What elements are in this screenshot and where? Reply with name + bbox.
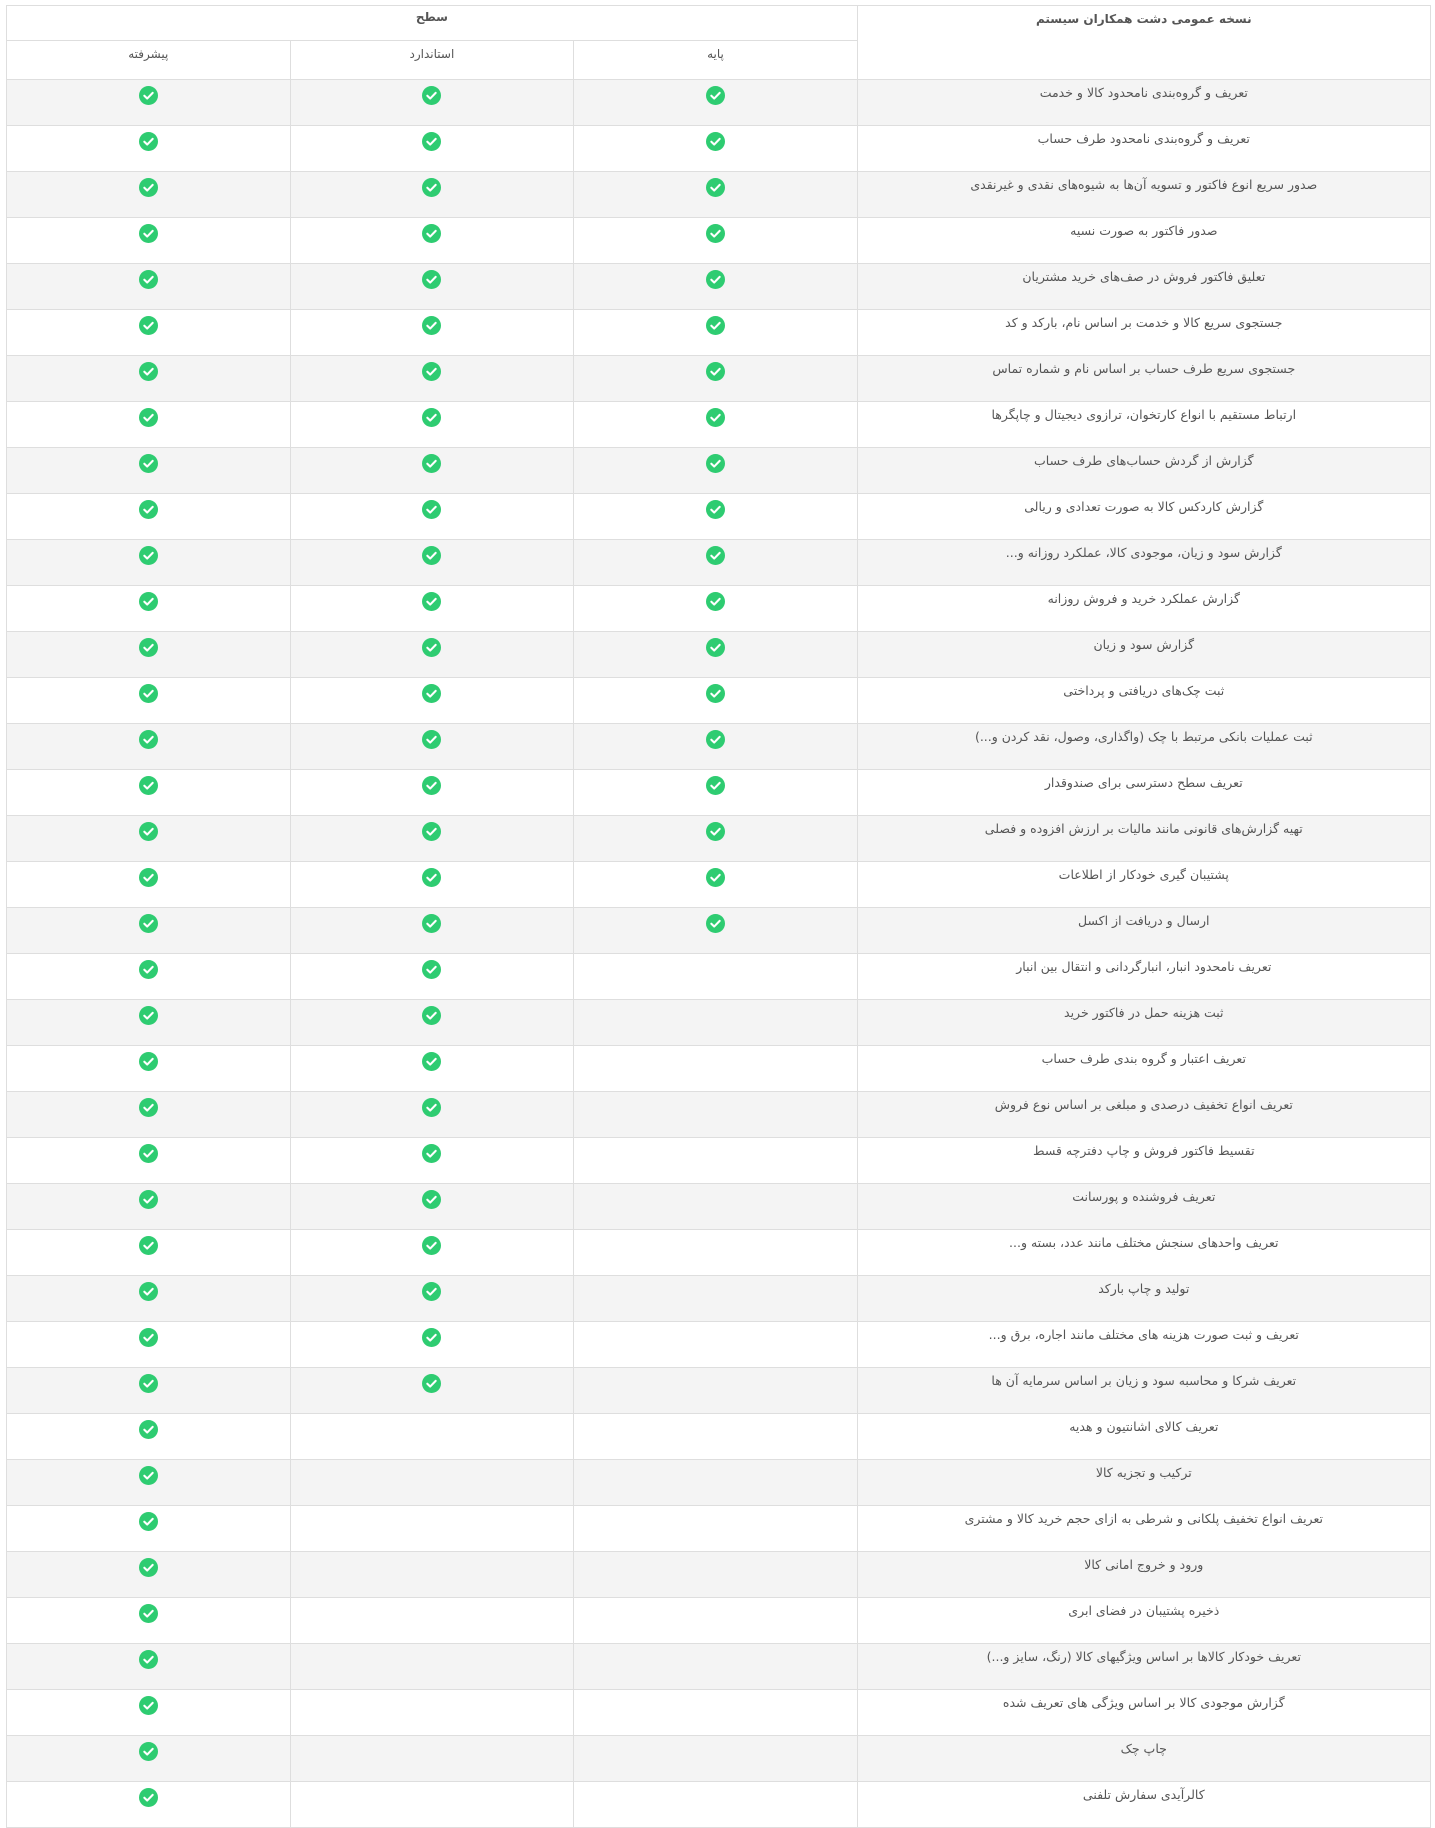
level-advanced-cell	[7, 402, 291, 448]
table-row	[7, 1460, 1431, 1506]
level-basic-cell	[574, 816, 858, 862]
check-circle-icon	[706, 730, 725, 749]
level-advanced-cell	[7, 908, 291, 954]
level-standard-cell	[290, 1322, 574, 1368]
feature-name-cell: تعریف و گروه‌بندی نامحدود کالا و خدمت	[857, 80, 1430, 126]
level-standard-cell	[290, 1414, 574, 1460]
check-circle-icon	[422, 776, 441, 795]
level-advanced-cell	[7, 1690, 291, 1736]
check-circle-icon	[706, 684, 725, 703]
check-circle-icon	[422, 1052, 441, 1071]
level-standard-cell	[290, 1506, 574, 1552]
check-circle-icon	[422, 730, 441, 749]
check-circle-icon	[139, 960, 158, 979]
check-circle-icon	[706, 546, 725, 565]
check-circle-icon	[139, 1236, 158, 1255]
feature-name-cell: تعریف انواع تخفیف درصدی و مبلغی بر اساس نوع فروش	[857, 1092, 1430, 1138]
check-circle-icon	[139, 454, 158, 473]
level-standard-cell	[290, 1782, 574, 1828]
check-circle-icon	[139, 1604, 158, 1623]
feature-name-cell: گزارش سود و زیان، موجودی کالا، عملکرد روزانه و...	[857, 540, 1430, 586]
feature-name-cell: تهیه گزارش‌های قانونی مانند مالیات بر ارزش افزوده و فصلی	[857, 816, 1430, 862]
level-advanced-cell	[7, 632, 291, 678]
level-basic-cell	[574, 1184, 858, 1230]
feature-name-cell: تعریف واحدهای سنجش مختلف مانند عدد، بسته و...	[857, 1230, 1430, 1276]
level-basic-cell	[574, 862, 858, 908]
feature-name-cell: تعریف خودکار کالاها بر اساس ویژگیهای کالا (رنگ، سایز و...)	[857, 1644, 1430, 1690]
table-row	[7, 1736, 1431, 1782]
feature-name-cell: گزارش موجودی کالا بر اساس ویژگی های تعریف شده	[857, 1690, 1430, 1736]
table-row	[7, 402, 1431, 448]
check-circle-icon	[706, 868, 725, 887]
level-standard-cell	[290, 448, 574, 494]
feature-name-cell: صدور سریع انوع فاکتور و تسویه آن‌ها به شیوه‌های نقدی و غیرنقدی	[857, 172, 1430, 218]
check-circle-icon	[422, 408, 441, 427]
feature-name-cell: ثبت هزینه حمل در فاکتور خرید	[857, 1000, 1430, 1046]
check-circle-icon	[706, 776, 725, 795]
level-advanced-cell	[7, 1782, 291, 1828]
level-standard-cell	[290, 1092, 574, 1138]
level-basic-cell	[574, 1598, 858, 1644]
check-circle-icon	[422, 270, 441, 289]
table-row	[7, 264, 1431, 310]
level-advanced-cell	[7, 1368, 291, 1414]
level-basic-cell	[574, 218, 858, 264]
feature-name-cell: گزارش عملکرد خرید و فروش روزانه	[857, 586, 1430, 632]
level-standard-cell	[290, 678, 574, 724]
level-advanced-cell	[7, 1460, 291, 1506]
check-circle-icon	[706, 822, 725, 841]
level-standard-cell	[290, 1046, 574, 1092]
check-circle-icon	[139, 730, 158, 749]
level-header: سطح	[7, 6, 858, 41]
feature-name-cell: کالرآیدی سفارش تلفنی	[857, 1782, 1430, 1828]
feature-name-cell: صدور فاکتور به صورت نسیه	[857, 218, 1430, 264]
check-circle-icon	[139, 1052, 158, 1071]
feature-name-cell: تعریف اعتبار و گروه بندی طرف حساب	[857, 1046, 1430, 1092]
table-row	[7, 816, 1431, 862]
level-basic-cell	[574, 494, 858, 540]
check-circle-icon	[139, 500, 158, 519]
check-circle-icon	[422, 316, 441, 335]
feature-name-cell: ترکیب و تجزیه کالا	[857, 1460, 1430, 1506]
check-circle-icon	[139, 1282, 158, 1301]
check-circle-icon	[422, 592, 441, 611]
check-circle-icon	[139, 224, 158, 243]
check-circle-icon	[422, 132, 441, 151]
level-advanced-cell	[7, 1598, 291, 1644]
level-standard-cell	[290, 80, 574, 126]
level-advanced-cell	[7, 1000, 291, 1046]
level-basic-cell	[574, 310, 858, 356]
table-row	[7, 1644, 1431, 1690]
level-standard-cell	[290, 1000, 574, 1046]
table-row	[7, 724, 1431, 770]
check-circle-icon	[139, 592, 158, 611]
level-standard-cell	[290, 218, 574, 264]
level-advanced-cell	[7, 1552, 291, 1598]
feature-name-cell: ذخیره پشتیبان در فضای ابری	[857, 1598, 1430, 1644]
feature-name-cell: تولید و چاپ بارکد	[857, 1276, 1430, 1322]
level-basic-cell	[574, 724, 858, 770]
level-basic-cell	[574, 908, 858, 954]
level-basic-cell	[574, 264, 858, 310]
level-standard-cell	[290, 816, 574, 862]
feature-comparison-table	[6, 5, 1431, 1828]
level-advanced-cell	[7, 126, 291, 172]
table-row	[7, 1230, 1431, 1276]
feature-name-cell: تعریف انواع تخفیف پلکانی و شرطی به ازای حجم خرید کالا و مشتری	[857, 1506, 1430, 1552]
check-circle-icon	[422, 822, 441, 841]
level-standard-cell	[290, 862, 574, 908]
check-circle-icon	[139, 1788, 158, 1807]
level-basic-cell	[574, 1368, 858, 1414]
check-circle-icon	[422, 684, 441, 703]
check-circle-icon	[139, 362, 158, 381]
header-row-top	[7, 6, 1431, 41]
check-circle-icon	[139, 178, 158, 197]
feature-name-cell: تعریف کالای اشانتیون و هدیه	[857, 1414, 1430, 1460]
level-standard-cell	[290, 172, 574, 218]
level-advanced-cell	[7, 218, 291, 264]
level-advanced-cell	[7, 264, 291, 310]
table-row	[7, 172, 1431, 218]
check-circle-icon	[422, 546, 441, 565]
check-circle-icon	[422, 86, 441, 105]
check-circle-icon	[706, 454, 725, 473]
check-circle-icon	[139, 1144, 158, 1163]
comparison-table-wrapper	[6, 5, 1430, 1828]
level-basic-cell	[574, 172, 858, 218]
table-row	[7, 770, 1431, 816]
table-row	[7, 1414, 1431, 1460]
level-standard-cell	[290, 632, 574, 678]
level-standard-cell	[290, 1598, 574, 1644]
check-circle-icon	[706, 224, 725, 243]
level-basic-cell	[574, 1230, 858, 1276]
table-row	[7, 1690, 1431, 1736]
level-advanced-cell	[7, 172, 291, 218]
level-standard-cell	[290, 724, 574, 770]
level-basic-cell	[574, 632, 858, 678]
table-row	[7, 1368, 1431, 1414]
level-standard-cell	[290, 1552, 574, 1598]
level-basic-cell	[574, 80, 858, 126]
level-advanced-cell	[7, 586, 291, 632]
check-circle-icon	[706, 592, 725, 611]
level-basic-cell	[574, 1460, 858, 1506]
level-standard-cell	[290, 1644, 574, 1690]
table-row	[7, 356, 1431, 402]
level-standard-cell	[290, 1138, 574, 1184]
check-circle-icon	[422, 362, 441, 381]
level-basic-cell	[574, 1414, 858, 1460]
check-circle-icon	[139, 132, 158, 151]
level-advanced-cell	[7, 80, 291, 126]
table-row	[7, 1276, 1431, 1322]
table-row	[7, 678, 1431, 724]
feature-name-cell: ثبت عملیات بانکی مرتبط با چک (واگذاری، وصول، نقد کردن و...)	[857, 724, 1430, 770]
check-circle-icon	[422, 1006, 441, 1025]
level-standard-cell	[290, 1368, 574, 1414]
level-basic-cell	[574, 1736, 858, 1782]
table-row	[7, 1092, 1431, 1138]
check-circle-icon	[422, 454, 441, 473]
check-circle-icon	[422, 1190, 441, 1209]
check-circle-icon	[422, 1282, 441, 1301]
level-basic-cell	[574, 954, 858, 1000]
check-circle-icon	[139, 1696, 158, 1715]
table-header	[7, 6, 1431, 80]
table-row	[7, 1138, 1431, 1184]
check-circle-icon	[706, 132, 725, 151]
table-row	[7, 1046, 1431, 1092]
level-advanced-cell	[7, 310, 291, 356]
table-row	[7, 1322, 1431, 1368]
level-standard-cell	[290, 1276, 574, 1322]
feature-name-cell: تعریف سطح دسترسی برای صندوقدار	[857, 770, 1430, 816]
level-standard-cell	[290, 586, 574, 632]
level-basic-cell	[574, 402, 858, 448]
check-circle-icon	[706, 638, 725, 657]
level-advanced-cell	[7, 1736, 291, 1782]
feature-name-cell: تعریف و ثبت صورت هزینه های مختلف مانند اجاره، برق و...	[857, 1322, 1430, 1368]
table-row	[7, 80, 1431, 126]
level-standard-cell	[290, 126, 574, 172]
level-advanced-cell	[7, 540, 291, 586]
table-title: نسخه عمومی دشت همکاران سیستم	[857, 6, 1430, 80]
check-circle-icon	[422, 1328, 441, 1347]
feature-name-cell: جستجوی سریع طرف حساب بر اساس نام و شماره تماس	[857, 356, 1430, 402]
level-standard-cell	[290, 402, 574, 448]
feature-name-cell: ثبت چک‌های دریافتی و پرداختی	[857, 678, 1430, 724]
level-standard-cell	[290, 1736, 574, 1782]
feature-name-cell: چاپ چک	[857, 1736, 1430, 1782]
check-circle-icon	[139, 408, 158, 427]
check-circle-icon	[422, 1144, 441, 1163]
feature-name-cell: تقسیط فاکتور فروش و چاپ دفترچه قسط	[857, 1138, 1430, 1184]
level-standard-cell	[290, 264, 574, 310]
level-advanced-cell	[7, 1322, 291, 1368]
check-circle-icon	[139, 1098, 158, 1117]
level-basic-cell	[574, 1046, 858, 1092]
check-circle-icon	[139, 1006, 158, 1025]
level-basic-cell	[574, 540, 858, 586]
level-advanced-cell	[7, 1184, 291, 1230]
level-advanced-cell	[7, 1230, 291, 1276]
table-row	[7, 494, 1431, 540]
level-basic-cell	[574, 1690, 858, 1736]
feature-name-cell: ارسال و دریافت از اکسل	[857, 908, 1430, 954]
check-circle-icon	[139, 86, 158, 105]
feature-name-cell: تعریف و گروه‌بندی نامحدود طرف حساب	[857, 126, 1430, 172]
check-circle-icon	[139, 1466, 158, 1485]
level-basic-cell	[574, 1092, 858, 1138]
level-advanced-cell	[7, 1046, 291, 1092]
table-row	[7, 1782, 1431, 1828]
check-circle-icon	[139, 1374, 158, 1393]
level-advanced-cell	[7, 954, 291, 1000]
level-standard-cell	[290, 770, 574, 816]
feature-name-cell: ارتباط مستقیم با انواع کارتخوان، ترازوی دیجیتال و چاپگرها	[857, 402, 1430, 448]
level-advanced-cell	[7, 494, 291, 540]
table-row	[7, 126, 1431, 172]
table-row	[7, 1598, 1431, 1644]
table-row	[7, 954, 1431, 1000]
level-basic-cell	[574, 586, 858, 632]
check-circle-icon	[139, 1190, 158, 1209]
check-circle-icon	[139, 1742, 158, 1761]
level-standard-cell	[290, 1690, 574, 1736]
check-circle-icon	[139, 822, 158, 841]
feature-name-cell: گزارش از گردش حساب‌های طرف حساب	[857, 448, 1430, 494]
level-standard-cell	[290, 310, 574, 356]
level-basic-cell	[574, 678, 858, 724]
feature-name-cell: گزارش سود و زیان	[857, 632, 1430, 678]
feature-name-cell: ورود و خروج امانی کالا	[857, 1552, 1430, 1598]
table-row	[7, 1552, 1431, 1598]
feature-name-cell: تعریف شرکا و محاسبه سود و زیان بر اساس سرمایه آن ها	[857, 1368, 1430, 1414]
level-basic-header: پایه	[574, 41, 858, 80]
level-basic-cell	[574, 1138, 858, 1184]
feature-name-cell: گزارش کاردکس کالا به صورت تعدادی و ریالی	[857, 494, 1430, 540]
check-circle-icon	[139, 1420, 158, 1439]
check-circle-icon	[422, 178, 441, 197]
level-basic-cell	[574, 1322, 858, 1368]
table-row	[7, 586, 1431, 632]
level-standard-cell	[290, 494, 574, 540]
check-circle-icon	[139, 1650, 158, 1669]
level-standard-cell	[290, 954, 574, 1000]
check-circle-icon	[422, 638, 441, 657]
check-circle-icon	[422, 960, 441, 979]
check-circle-icon	[706, 178, 725, 197]
level-advanced-cell	[7, 1138, 291, 1184]
table-body	[7, 80, 1431, 1828]
level-advanced-cell	[7, 678, 291, 724]
level-advanced-cell	[7, 1092, 291, 1138]
check-circle-icon	[706, 316, 725, 335]
table-row	[7, 218, 1431, 264]
check-circle-icon	[139, 1558, 158, 1577]
table-row	[7, 310, 1431, 356]
level-basic-cell	[574, 770, 858, 816]
level-standard-cell	[290, 356, 574, 402]
level-basic-cell	[574, 1552, 858, 1598]
feature-name-cell: پشتیبان گیری خودکار از اطلاعات	[857, 862, 1430, 908]
check-circle-icon	[139, 684, 158, 703]
feature-name-cell: تعریف فروشنده و پورسانت	[857, 1184, 1430, 1230]
check-circle-icon	[422, 1098, 441, 1117]
level-advanced-header: پیشرفته	[7, 41, 291, 80]
table-row	[7, 540, 1431, 586]
level-basic-cell	[574, 1782, 858, 1828]
table-row	[7, 632, 1431, 678]
level-advanced-cell	[7, 1644, 291, 1690]
check-circle-icon	[422, 224, 441, 243]
check-circle-icon	[422, 1236, 441, 1255]
check-circle-icon	[422, 1374, 441, 1393]
check-circle-icon	[706, 362, 725, 381]
check-circle-icon	[422, 868, 441, 887]
table-row	[7, 448, 1431, 494]
level-standard-cell	[290, 1184, 574, 1230]
level-advanced-cell	[7, 724, 291, 770]
feature-name-cell: تعلیق فاکتور فروش در صف‌های خرید مشتریان	[857, 264, 1430, 310]
level-standard-cell	[290, 1230, 574, 1276]
table-row	[7, 1000, 1431, 1046]
check-circle-icon	[139, 638, 158, 657]
level-standard-cell	[290, 1460, 574, 1506]
table-row	[7, 862, 1431, 908]
level-basic-cell	[574, 126, 858, 172]
check-circle-icon	[422, 914, 441, 933]
level-advanced-cell	[7, 862, 291, 908]
level-basic-cell	[574, 1276, 858, 1322]
level-standard-cell	[290, 540, 574, 586]
level-basic-cell	[574, 356, 858, 402]
check-circle-icon	[706, 914, 725, 933]
level-basic-cell	[574, 1506, 858, 1552]
level-standard-cell	[290, 908, 574, 954]
check-circle-icon	[706, 86, 725, 105]
level-basic-cell	[574, 1000, 858, 1046]
check-circle-icon	[139, 914, 158, 933]
check-circle-icon	[139, 270, 158, 289]
check-circle-icon	[139, 316, 158, 335]
check-circle-icon	[706, 408, 725, 427]
table-row	[7, 908, 1431, 954]
table-row	[7, 1184, 1431, 1230]
check-circle-icon	[706, 270, 725, 289]
table-row	[7, 1506, 1431, 1552]
feature-name-cell: تعریف نامحدود انبار، انبارگردانی و انتقال بین انبار	[857, 954, 1430, 1000]
check-circle-icon	[139, 1328, 158, 1347]
level-advanced-cell	[7, 448, 291, 494]
level-advanced-cell	[7, 1506, 291, 1552]
check-circle-icon	[139, 776, 158, 795]
level-advanced-cell	[7, 770, 291, 816]
check-circle-icon	[139, 1512, 158, 1531]
check-circle-icon	[139, 868, 158, 887]
check-circle-icon	[139, 546, 158, 565]
check-circle-icon	[422, 500, 441, 519]
level-standard-header: استاندارد	[290, 41, 574, 80]
level-advanced-cell	[7, 356, 291, 402]
level-advanced-cell	[7, 1276, 291, 1322]
level-basic-cell	[574, 1644, 858, 1690]
feature-name-cell: جستجوی سریع کالا و خدمت بر اساس نام، بارکد و کد	[857, 310, 1430, 356]
check-circle-icon	[706, 500, 725, 519]
level-advanced-cell	[7, 816, 291, 862]
level-advanced-cell	[7, 1414, 291, 1460]
level-basic-cell	[574, 448, 858, 494]
